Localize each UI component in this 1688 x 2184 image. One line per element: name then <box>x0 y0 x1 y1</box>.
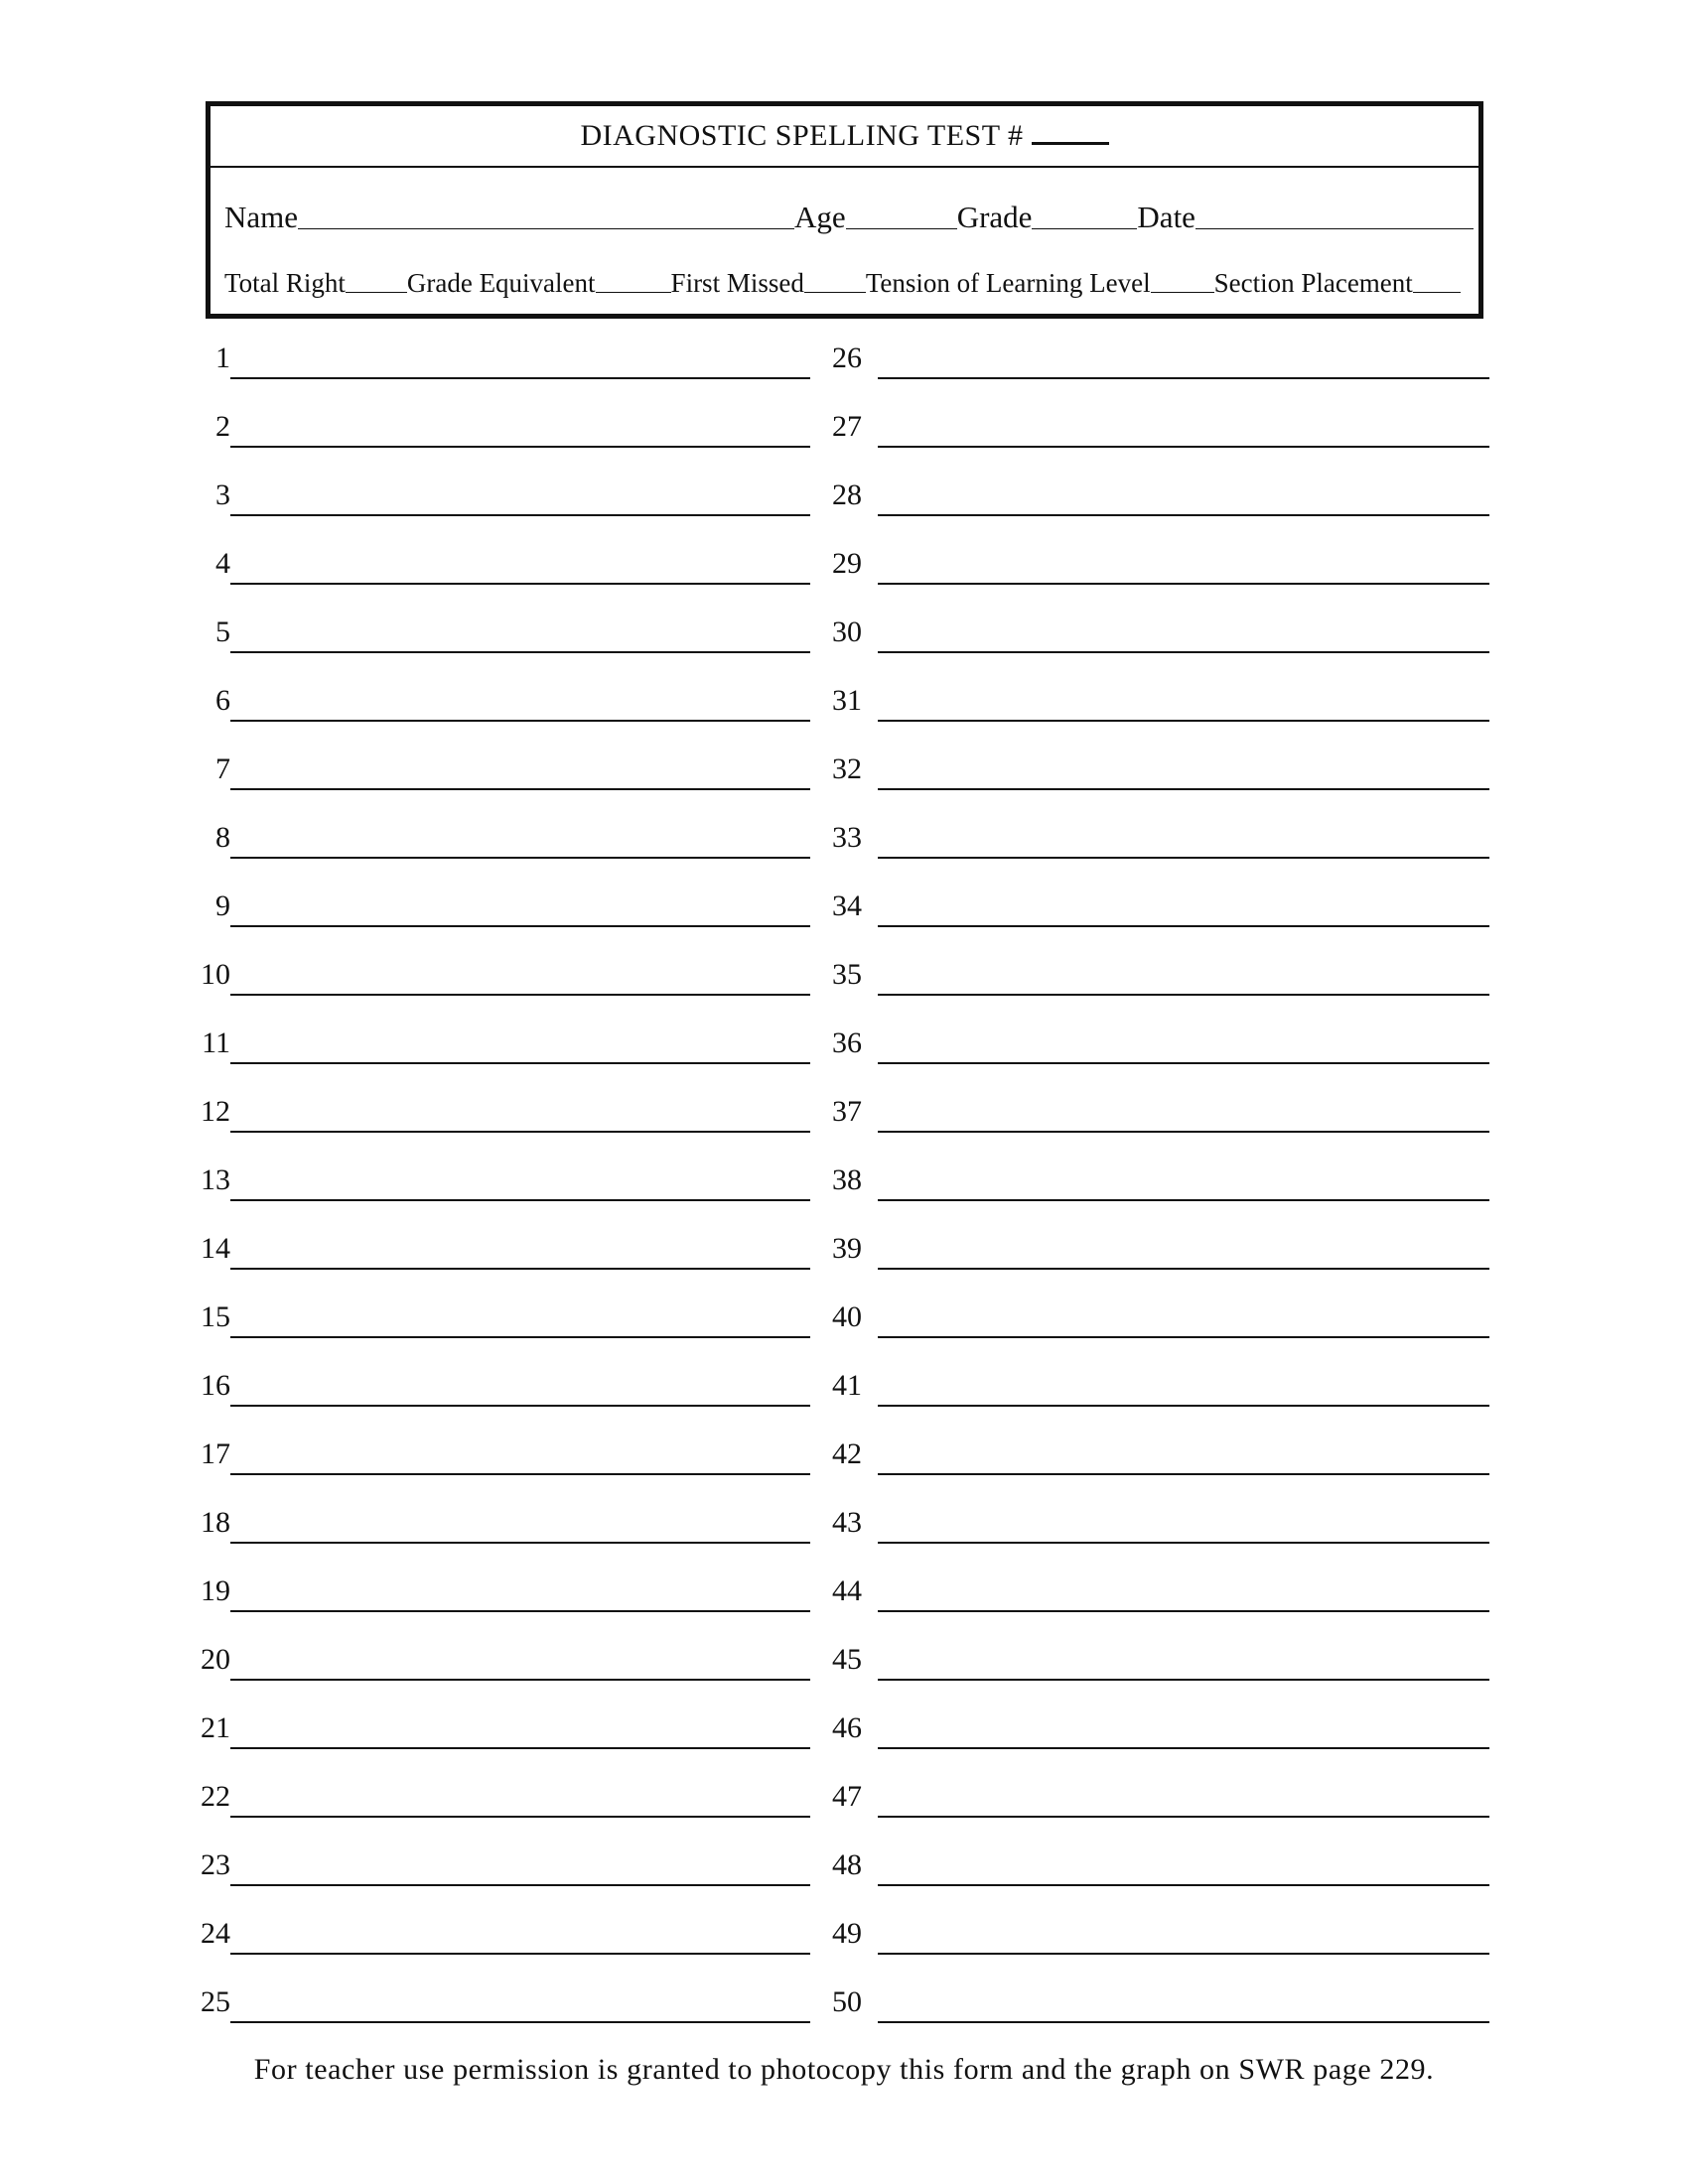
answer-row <box>832 1707 1489 1776</box>
answer-number: 4 <box>215 547 230 580</box>
answer-row <box>832 1091 1489 1160</box>
answer-row <box>189 1844 810 1913</box>
answer-number: 16 <box>201 1369 230 1402</box>
answer-line-field[interactable] <box>230 514 810 516</box>
answer-line-field[interactable] <box>878 1131 1489 1133</box>
answer-line-field[interactable] <box>230 857 810 859</box>
answer-row <box>189 886 810 954</box>
answer-line-field[interactable] <box>878 1542 1489 1544</box>
answer-line-field[interactable] <box>878 1199 1489 1201</box>
total-right-field[interactable] <box>346 291 407 293</box>
test-number-field[interactable] <box>1032 118 1109 145</box>
answer-number: 32 <box>832 752 862 785</box>
answer-line-field[interactable] <box>878 1473 1489 1475</box>
answer-number: 25 <box>201 1985 230 2018</box>
answer-number: 20 <box>201 1643 230 1676</box>
answer-row <box>189 749 810 817</box>
answer-row <box>832 1981 1489 2050</box>
answer-line-field[interactable] <box>878 1062 1489 1064</box>
answer-number: 9 <box>215 889 230 922</box>
name-field[interactable] <box>298 227 794 229</box>
answer-row <box>189 1091 810 1160</box>
answer-number: 31 <box>832 684 862 717</box>
answer-line-field[interactable] <box>230 1610 810 1612</box>
answer-row <box>189 1707 810 1776</box>
answer-number: 21 <box>201 1711 230 1744</box>
answer-row <box>189 1639 810 1707</box>
answer-number: 11 <box>202 1026 230 1059</box>
answer-number: 46 <box>832 1711 862 1744</box>
answer-number: 2 <box>215 410 230 443</box>
answer-row <box>832 612 1489 680</box>
answer-line-field[interactable] <box>230 1199 810 1201</box>
answer-number: 17 <box>201 1437 230 1470</box>
answer-row <box>189 1365 810 1433</box>
answer-row <box>189 1913 810 1981</box>
answer-number: 14 <box>201 1232 230 1265</box>
answer-row <box>189 817 810 886</box>
answer-line-field[interactable] <box>230 583 810 585</box>
answer-number: 50 <box>832 1985 862 2018</box>
answer-number: 7 <box>215 752 230 785</box>
answer-row <box>189 406 810 475</box>
test-header-box <box>206 101 1483 319</box>
answer-row <box>189 1570 810 1639</box>
first-missed-label: First Missed <box>670 268 804 298</box>
answer-line-field[interactable] <box>878 583 1489 585</box>
answer-line-field[interactable] <box>230 1131 810 1133</box>
answer-line-field[interactable] <box>230 1062 810 1064</box>
answer-line-field[interactable] <box>878 1336 1489 1338</box>
grade-equivalent-field[interactable] <box>596 291 671 293</box>
student-info-row <box>224 200 1465 235</box>
answer-row <box>189 1776 810 1844</box>
answer-line-field[interactable] <box>230 1336 810 1338</box>
answer-number: 48 <box>832 1848 862 1881</box>
tension-of-learning-level-field[interactable] <box>1151 291 1214 293</box>
answer-line-field[interactable] <box>878 925 1489 927</box>
answer-row <box>832 1844 1489 1913</box>
answer-row <box>832 543 1489 612</box>
age-field[interactable] <box>846 227 957 229</box>
permission-footer: For teacher use permission is granted to photocopy this form and the graph on SWR page 229. <box>253 2053 1435 2086</box>
answer-row <box>832 886 1489 954</box>
answer-line-field[interactable] <box>878 1610 1489 1612</box>
answer-row <box>832 338 1489 406</box>
answer-number: 42 <box>832 1437 862 1470</box>
answer-number: 44 <box>832 1574 862 1607</box>
answer-row <box>832 1228 1489 1297</box>
answer-column-right <box>832 338 1489 2050</box>
answer-line-field[interactable] <box>230 1953 810 1955</box>
grade-equivalent-label: Grade Equivalent <box>406 268 596 298</box>
tension-of-learning-level-label: Tension of Learning Level <box>865 268 1151 298</box>
answer-row <box>832 1913 1489 1981</box>
answer-line-field[interactable] <box>230 994 810 996</box>
answer-row <box>189 612 810 680</box>
answer-line-field[interactable] <box>878 788 1489 790</box>
answer-number: 22 <box>201 1780 230 1813</box>
answer-line-field[interactable] <box>878 857 1489 859</box>
answer-line-field[interactable] <box>878 720 1489 722</box>
grade-label: Grade <box>956 200 1033 234</box>
answer-number: 1 <box>215 341 230 374</box>
answer-number: 26 <box>832 341 862 374</box>
answer-number: 35 <box>832 958 862 991</box>
name-label: Name <box>224 200 299 234</box>
answer-row <box>189 1297 810 1365</box>
answer-row <box>832 1502 1489 1570</box>
grade-field[interactable] <box>1032 227 1137 229</box>
answer-line-field[interactable] <box>878 1953 1489 1955</box>
test-title-text: DIAGNOSTIC SPELLING TEST # <box>580 119 1024 152</box>
answer-line-field[interactable] <box>230 925 810 927</box>
answer-line-field[interactable] <box>878 1405 1489 1407</box>
answer-line-field[interactable] <box>230 2021 810 2023</box>
answer-number: 5 <box>215 615 230 648</box>
answer-row <box>832 749 1489 817</box>
answer-number: 24 <box>201 1917 230 1950</box>
answer-row <box>832 680 1489 749</box>
answer-number: 18 <box>201 1506 230 1539</box>
answer-line-field[interactable] <box>230 1268 810 1270</box>
answer-line-field[interactable] <box>230 1747 810 1749</box>
answer-line-field[interactable] <box>878 377 1489 379</box>
answer-line-field[interactable] <box>878 1747 1489 1749</box>
answer-line-field[interactable] <box>230 720 810 722</box>
answer-number: 33 <box>832 821 862 854</box>
answer-line-field[interactable] <box>878 651 1489 653</box>
date-label: Date <box>1137 200 1196 234</box>
answer-row <box>832 1023 1489 1091</box>
answer-row <box>832 1570 1489 1639</box>
answer-number: 19 <box>201 1574 230 1607</box>
answer-number: 10 <box>201 958 230 991</box>
answer-number: 39 <box>832 1232 862 1265</box>
answer-number: 36 <box>832 1026 862 1059</box>
section-placement-field[interactable] <box>1413 291 1461 293</box>
answer-row <box>189 1502 810 1570</box>
answer-row <box>189 543 810 612</box>
answer-row <box>189 338 810 406</box>
answer-row <box>189 1433 810 1502</box>
answer-row <box>832 475 1489 543</box>
answer-line-field[interactable] <box>878 1679 1489 1681</box>
answer-number: 38 <box>832 1163 862 1196</box>
section-placement-label: Section Placement <box>1213 268 1413 298</box>
answer-row <box>832 1297 1489 1365</box>
answer-number: 49 <box>832 1917 862 1950</box>
answer-line-field[interactable] <box>230 1542 810 1544</box>
answer-line-field[interactable] <box>230 1884 810 1886</box>
answer-row <box>832 954 1489 1023</box>
answer-line-field[interactable] <box>230 377 810 379</box>
answer-row <box>189 1023 810 1091</box>
answer-line-field[interactable] <box>878 994 1489 996</box>
answer-number: 45 <box>832 1643 862 1676</box>
answer-row <box>832 817 1489 886</box>
answer-row <box>832 1433 1489 1502</box>
answer-number: 34 <box>832 889 862 922</box>
answer-number: 28 <box>832 478 862 511</box>
answer-number: 6 <box>215 684 230 717</box>
answer-number: 41 <box>832 1369 862 1402</box>
answer-line-field[interactable] <box>230 788 810 790</box>
answer-line-field[interactable] <box>878 2021 1489 2023</box>
answer-number: 15 <box>201 1300 230 1333</box>
answer-number: 30 <box>832 615 862 648</box>
answer-row <box>832 1365 1489 1433</box>
header-divider <box>211 166 1478 168</box>
answer-row <box>189 680 810 749</box>
answer-row <box>832 406 1489 475</box>
answer-number: 27 <box>832 410 862 443</box>
answer-line-field[interactable] <box>230 1816 810 1818</box>
answer-line-field[interactable] <box>230 1679 810 1681</box>
test-title <box>211 118 1478 153</box>
answer-number: 37 <box>832 1095 862 1128</box>
answer-number: 40 <box>832 1300 862 1333</box>
answer-row <box>189 475 810 543</box>
answer-row <box>189 1981 810 2050</box>
answer-number: 29 <box>832 547 862 580</box>
answer-row <box>189 954 810 1023</box>
date-field[interactable] <box>1196 227 1474 229</box>
answer-line-field[interactable] <box>878 446 1489 448</box>
age-label: Age <box>794 200 846 234</box>
answer-line-field[interactable] <box>878 1268 1489 1270</box>
answer-row <box>832 1160 1489 1228</box>
answer-line-field[interactable] <box>230 446 810 448</box>
answer-number: 23 <box>201 1848 230 1881</box>
answer-line-field[interactable] <box>878 514 1489 516</box>
first-missed-field[interactable] <box>804 291 866 293</box>
answer-line-field[interactable] <box>878 1816 1489 1818</box>
answer-line-field[interactable] <box>230 1473 810 1475</box>
answer-column-left <box>189 338 810 2050</box>
answer-number: 43 <box>832 1506 862 1539</box>
answer-line-field[interactable] <box>230 651 810 653</box>
answer-line-field[interactable] <box>878 1884 1489 1886</box>
answer-number: 47 <box>832 1780 862 1813</box>
answer-number: 12 <box>201 1095 230 1128</box>
answer-row <box>189 1228 810 1297</box>
total-right-label: Total Right <box>224 268 346 298</box>
answer-number: 3 <box>215 478 230 511</box>
answer-number: 13 <box>201 1163 230 1196</box>
answer-row <box>189 1160 810 1228</box>
answer-row <box>832 1639 1489 1707</box>
answer-row <box>832 1776 1489 1844</box>
score-info-row <box>224 268 1465 299</box>
answer-number: 8 <box>215 821 230 854</box>
answer-line-field[interactable] <box>230 1405 810 1407</box>
